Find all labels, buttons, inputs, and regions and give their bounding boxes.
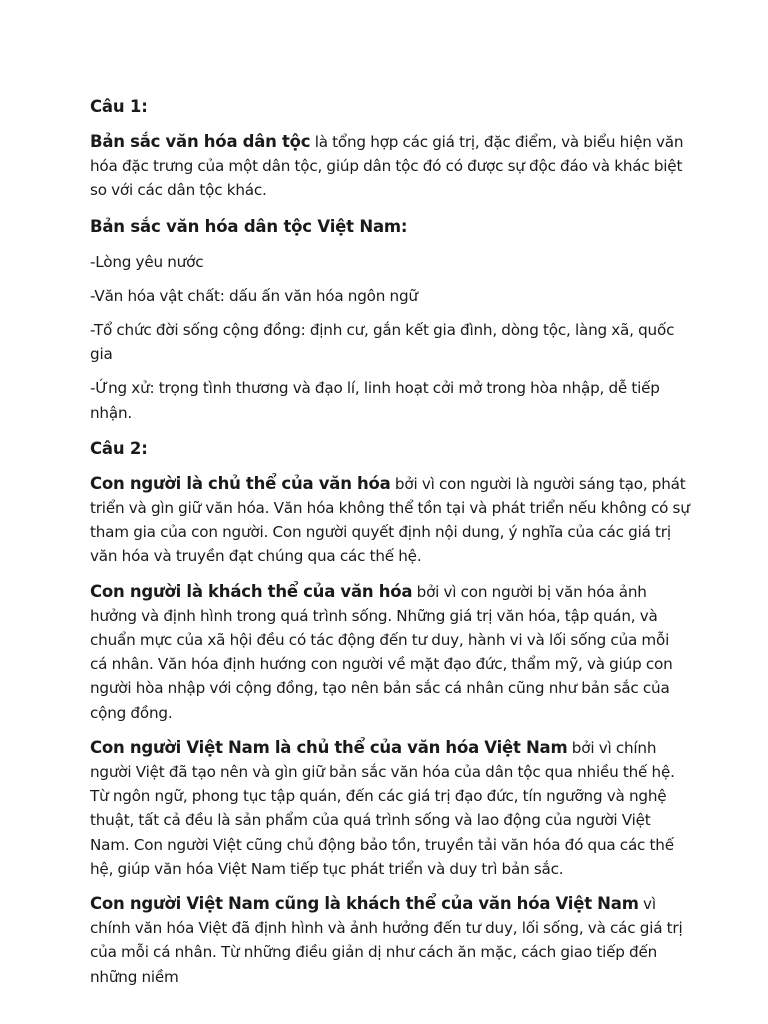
vietnam-identity-heading: Bản sắc văn hóa dân tộc Việt Nam: [90,216,408,236]
definition-paragraph [90,130,690,203]
definition-lead: Bản sắc văn hóa dân tộc [90,132,311,151]
question-2-heading: Câu 2: [90,438,148,458]
definition-text: là tổng hợp các giá trị, đặc điểm, và biểu hiện văn hóa đặc trưng của một dân tộc, giúp dân tộc đó có được sự độc đáo và khác biệt so với các dân tộc khác. [90,133,684,200]
body-paragraph [90,580,690,725]
list-item: -Văn hóa vật chất: dấu ấn văn hóa ngôn ngữ [90,286,418,305]
list-item: -Tổ chức đời sống cộng đồng: định cư, gắn kết gia đình, dòng tộc, làng xã, quốc gia [90,321,675,364]
list-item: -Ứng xử: trọng tình thương và đạo lí, linh hoạt cởi mở trong hòa nhập, dễ tiếp nhận. [90,379,660,422]
body-paragraph [90,736,690,881]
question-1-heading: Câu 1: [90,97,148,116]
paragraph-lead: Con người là khách thể của văn hóa [90,581,413,601]
paragraph-text: bởi vì con người là người sáng tạo, phát triển và gìn giữ văn hóa. Văn hóa không thể tồn tại và phát triển nếu không có sự tham gia của con người. Con người quyết định nội dung, ý nghĩa của các giá trị văn hóa và truyền đạt chúng qua các thế hệ. [90,474,690,566]
body-paragraph [90,472,690,569]
paragraph-lead: Con người Việt Nam là chủ thể của văn hóa Việt Nam [90,737,568,757]
list-item: -Lòng yêu nước [90,252,204,271]
body-paragraph [90,892,690,989]
paragraph-lead: Con người là chủ thể của văn hóa [90,473,391,493]
paragraph-lead: Con người Việt Nam cũng là khách thể của văn hóa Việt Nam [90,894,639,914]
paragraph-text: bởi vì con người bị văn hóa ảnh hưởng và định hình trong quá trình sống. Những giá trị văn hóa, tập quán, và chuẩn mực của xã hội đều có tác động đến tư duy, hành vi và lối sống của mỗi cá nhân. Văn hóa định hướng con người về mặt đạo đức, thẩm mỹ, và giúp con người hòa nhập với cộng đồng, tạo nên bản sắc cá nhân cũng như bản sắc của cộng đồng. [90,582,673,722]
document-page [90,94,690,1000]
paragraph-text: bởi vì chính người Việt đã tạo nên và gìn giữ bản sắc văn hóa của dân tộc qua nhiều thế hệ. Từ ngôn ngữ, phong tục tập quán, đến các giá trị đạo đức, tín ngưỡng và nghệ thuật, tất cả đều là sản phẩm của quá trình sống và lao động của người Việt Nam. Con người Việt cũng chủ động bảo tồn, truyền tải văn hóa đó qua các thế hệ, giúp văn hóa Việt Nam tiếp tục phát triển và duy trì bản sắc. [90,738,675,878]
paragraph-text: vì chính văn hóa Việt đã định hình và ảnh hưởng đến tư duy, lối sống, và các giá trị của mỗi cá nhân. Từ những điều giản dị như cách ăn mặc, cách giao tiếp đến những niềm [90,895,683,986]
